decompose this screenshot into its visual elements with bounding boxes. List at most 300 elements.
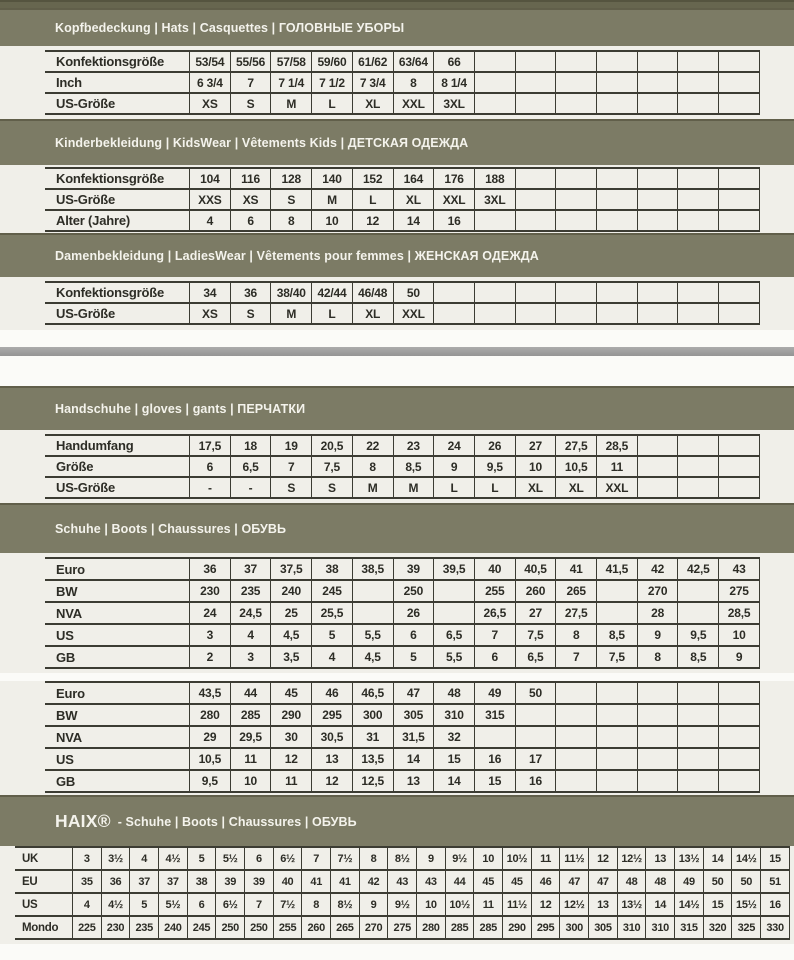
size-cell — [515, 704, 556, 726]
size-cell: 3XL — [474, 189, 515, 210]
size-table — [45, 167, 760, 232]
size-cell: 5½ — [216, 847, 245, 870]
size-cell: 4 — [73, 893, 102, 916]
size-cell: 5 — [312, 624, 353, 646]
size-cell: 6,5 — [515, 646, 556, 668]
size-cell: 13 — [393, 770, 434, 792]
size-cell: 25,5 — [312, 602, 353, 624]
size-cell — [434, 303, 475, 324]
size-cell: 300 — [352, 704, 393, 726]
size-cell — [474, 51, 515, 72]
size-cell: 26 — [393, 602, 434, 624]
size-cell — [515, 168, 556, 189]
section-title-hats: Kopfbedeckung | Hats | Casquettes | ГОЛОВНЫЕ УБОРЫ — [55, 21, 405, 35]
size-cell: 2 — [190, 646, 231, 668]
size-cell: 29 — [190, 726, 231, 748]
size-cell — [637, 282, 678, 303]
size-cell: 7 — [271, 456, 312, 477]
size-cell — [556, 748, 597, 770]
size-cell: 28,5 — [719, 602, 760, 624]
size-cell: 6,5 — [230, 456, 271, 477]
size-cell: M — [312, 189, 353, 210]
size-cell: 7½ — [273, 893, 302, 916]
size-cell — [719, 748, 760, 770]
size-cell: 30 — [271, 726, 312, 748]
size-cell: XL — [393, 189, 434, 210]
size-cell: XXS — [190, 189, 231, 210]
size-cell — [678, 168, 719, 189]
size-cell: 9½ — [388, 893, 417, 916]
size-cell — [556, 770, 597, 792]
size-cell: 43 — [388, 870, 417, 893]
size-cell: 13½ — [675, 847, 704, 870]
size-cell: 12 — [312, 770, 353, 792]
size-cell — [434, 282, 475, 303]
size-cell — [719, 682, 760, 704]
size-cell — [678, 282, 719, 303]
size-cell: 305 — [393, 704, 434, 726]
size-cell: 11 — [230, 748, 271, 770]
size-cell — [678, 682, 719, 704]
size-cell — [637, 477, 678, 498]
size-cell: 275 — [388, 916, 417, 939]
size-cell: 235 — [130, 916, 159, 939]
size-cell: 250 — [245, 916, 274, 939]
row-label: BW — [56, 707, 78, 723]
size-cell: 45 — [474, 870, 503, 893]
size-cell: 3 — [190, 624, 231, 646]
table-row — [45, 51, 760, 72]
size-cell — [597, 602, 638, 624]
size-cell: 13,5 — [352, 748, 393, 770]
size-cell: 24 — [190, 602, 231, 624]
size-cell: 38/40 — [271, 282, 312, 303]
section-haix — [0, 795, 794, 942]
size-cell: 10 — [474, 847, 503, 870]
size-cell: 250 — [216, 916, 245, 939]
size-cell — [556, 189, 597, 210]
size-cell: 8 — [556, 624, 597, 646]
size-cell: 36 — [101, 870, 130, 893]
size-cell: 30,5 — [312, 726, 353, 748]
size-cell: 8 — [271, 210, 312, 231]
size-cell — [637, 682, 678, 704]
size-cell: 17 — [515, 748, 556, 770]
size-cell: 8½ — [331, 893, 360, 916]
size-cell: 14 — [703, 847, 732, 870]
size-cell: 6 3/4 — [190, 72, 231, 93]
size-cell: - — [230, 477, 271, 498]
size-cell: 39 — [216, 870, 245, 893]
size-cell: 3XL — [434, 93, 475, 114]
size-cell: 9½ — [445, 847, 474, 870]
table-row — [45, 93, 760, 114]
section-header-shoes — [0, 503, 794, 553]
size-cell: 37 — [130, 870, 159, 893]
size-cell: 4½ — [101, 893, 130, 916]
size-cell: 4 — [130, 847, 159, 870]
row-label: US-Größe — [56, 192, 116, 207]
size-cell — [556, 210, 597, 231]
size-cell: 6,5 — [434, 624, 475, 646]
size-cell — [474, 93, 515, 114]
size-cell: 10 — [312, 210, 353, 231]
size-cell: XL — [556, 477, 597, 498]
size-cell — [719, 303, 760, 324]
section-title-gloves: Handschuhe | gloves | gants | ПЕРЧАТКИ — [55, 402, 306, 416]
size-cell — [597, 303, 638, 324]
size-cell — [597, 580, 638, 602]
size-cell: 6½ — [216, 893, 245, 916]
size-cell: 63/64 — [393, 51, 434, 72]
size-cell — [597, 72, 638, 93]
size-cell: 46 — [312, 682, 353, 704]
size-cell: S — [230, 93, 271, 114]
size-cell: 40 — [273, 870, 302, 893]
size-cell: 13½ — [617, 893, 646, 916]
size-cell — [678, 93, 719, 114]
size-cell — [597, 704, 638, 726]
size-cell: - — [190, 477, 231, 498]
size-cell — [637, 456, 678, 477]
table-row — [45, 72, 760, 93]
size-cell: 9 — [637, 624, 678, 646]
size-cell: 47 — [560, 870, 589, 893]
size-cell: 4 — [230, 624, 271, 646]
size-cell: 5 — [130, 893, 159, 916]
size-cell: 31,5 — [393, 726, 434, 748]
size-cell: 16 — [515, 770, 556, 792]
section-kids — [0, 119, 794, 233]
size-cell: 42/44 — [312, 282, 353, 303]
size-cell: 7 — [556, 646, 597, 668]
size-cell: 265 — [556, 580, 597, 602]
size-cell: 41,5 — [597, 558, 638, 580]
size-cell: 8,5 — [597, 624, 638, 646]
row-label: Inch — [56, 75, 82, 90]
size-cell: 10½ — [503, 847, 532, 870]
size-cell: 9,5 — [678, 624, 719, 646]
row-label: NVA — [56, 729, 82, 745]
size-cell: 41 — [302, 870, 331, 893]
size-cell: 50 — [703, 870, 732, 893]
size-cell: 27,5 — [556, 435, 597, 456]
size-cell: 4,5 — [352, 646, 393, 668]
size-cell — [597, 93, 638, 114]
table-row — [15, 847, 790, 870]
size-cell: 27 — [515, 435, 556, 456]
size-cell — [637, 303, 678, 324]
size-cell: 7 1/2 — [312, 72, 353, 93]
size-cell: 3½ — [101, 847, 130, 870]
size-cell: 10 — [719, 624, 760, 646]
size-cell: 245 — [187, 916, 216, 939]
size-cell: 55/56 — [230, 51, 271, 72]
row-label: US-Größe — [56, 480, 116, 495]
table-row — [45, 303, 760, 324]
size-cell: 12½ — [617, 847, 646, 870]
size-cell: 270 — [359, 916, 388, 939]
size-cell: 140 — [312, 168, 353, 189]
row-label: Handumfang — [56, 438, 134, 453]
size-cell: 295 — [312, 704, 353, 726]
size-cell: 9 — [359, 893, 388, 916]
size-cell — [474, 72, 515, 93]
size-cell — [637, 210, 678, 231]
size-cell — [515, 51, 556, 72]
size-cell: 230 — [101, 916, 130, 939]
section-title-shoes: Schuhe | Boots | Chaussures | ОБУВЬ — [55, 522, 287, 536]
size-cell — [515, 210, 556, 231]
table-row — [45, 189, 760, 210]
size-cell: M — [271, 303, 312, 324]
size-cell: XL — [515, 477, 556, 498]
size-cell: 9,5 — [474, 456, 515, 477]
size-cell: 50 — [393, 282, 434, 303]
section-ladies — [0, 233, 794, 330]
size-cell: 6 — [474, 646, 515, 668]
size-cell: 104 — [190, 168, 231, 189]
size-cell: 24 — [434, 435, 475, 456]
size-cell: 8 — [352, 456, 393, 477]
table-row — [15, 870, 790, 893]
size-cell: L — [474, 477, 515, 498]
spacer — [0, 330, 794, 347]
size-cell: 45 — [503, 870, 532, 893]
size-cell: 310 — [434, 704, 475, 726]
size-cell: 3 — [73, 847, 102, 870]
size-cell: 285 — [445, 916, 474, 939]
size-cell: 6 — [393, 624, 434, 646]
size-cell: 49 — [675, 870, 704, 893]
size-cell: 42 — [359, 870, 388, 893]
size-cell: 16 — [434, 210, 475, 231]
size-cell — [678, 210, 719, 231]
size-cell: 48 — [646, 870, 675, 893]
size-cell — [678, 602, 719, 624]
table-row — [45, 624, 760, 646]
size-cell: 11 — [474, 893, 503, 916]
size-cell: 188 — [474, 168, 515, 189]
size-cell: 10½ — [445, 893, 474, 916]
size-cell: 176 — [434, 168, 475, 189]
size-cell: 43,5 — [190, 682, 231, 704]
row-label: US — [56, 627, 74, 643]
size-cell: 46/48 — [352, 282, 393, 303]
size-cell: 240 — [271, 580, 312, 602]
table-row — [45, 435, 760, 456]
row-label: US-Größe — [56, 96, 116, 111]
size-cell: M — [393, 477, 434, 498]
size-cell — [597, 726, 638, 748]
row-label: Euro — [56, 685, 85, 701]
size-cell: XXL — [393, 303, 434, 324]
row-label: Konfektionsgröße — [56, 171, 165, 186]
size-cell: 9 — [417, 847, 446, 870]
size-cell — [637, 168, 678, 189]
size-cell: 28 — [637, 602, 678, 624]
size-cell: 18 — [230, 435, 271, 456]
size-cell: 7,5 — [597, 646, 638, 668]
size-cell: 116 — [230, 168, 271, 189]
size-cell: 25 — [271, 602, 312, 624]
size-cell: 9 — [719, 646, 760, 668]
size-cell: M — [352, 477, 393, 498]
size-cell: 14½ — [675, 893, 704, 916]
size-cell — [637, 72, 678, 93]
size-cell — [474, 726, 515, 748]
size-cell: 290 — [503, 916, 532, 939]
size-cell: 42 — [637, 558, 678, 580]
section-shoes — [0, 503, 794, 795]
size-cell: XL — [352, 303, 393, 324]
size-cell — [637, 51, 678, 72]
size-cell: 43 — [417, 870, 446, 893]
size-cell: S — [271, 189, 312, 210]
size-cell: 255 — [273, 916, 302, 939]
size-cell — [352, 602, 393, 624]
size-cell: 7 1/4 — [271, 72, 312, 93]
size-cell: 17,5 — [190, 435, 231, 456]
size-cell: M — [271, 93, 312, 114]
size-cell: L — [434, 477, 475, 498]
size-cell: 6 — [190, 456, 231, 477]
size-cell — [637, 726, 678, 748]
size-cell: 12 — [352, 210, 393, 231]
size-cell — [678, 435, 719, 456]
size-cell — [719, 189, 760, 210]
size-cell: 15 — [703, 893, 732, 916]
size-cell: 44 — [445, 870, 474, 893]
section-header-gloves — [0, 386, 794, 430]
size-cell: 16 — [474, 748, 515, 770]
size-cell: 57/58 — [271, 51, 312, 72]
row-label: Euro — [56, 561, 85, 577]
row-label: BW — [56, 583, 78, 599]
size-cell — [678, 477, 719, 498]
size-cell: 8 1/4 — [434, 72, 475, 93]
section-title-kids: Kinderbekleidung | KidsWear | Vêtements Kids | ДЕТСКАЯ ОДЕЖДА — [55, 136, 469, 150]
size-cell — [678, 580, 719, 602]
size-table — [45, 434, 760, 499]
size-cell: 310 — [617, 916, 646, 939]
size-cell: 270 — [637, 580, 678, 602]
size-cell: 320 — [703, 916, 732, 939]
row-label: NVA — [56, 605, 82, 621]
size-cell: 11½ — [503, 893, 532, 916]
size-cell — [719, 51, 760, 72]
size-cell: 12,5 — [352, 770, 393, 792]
size-cell: 275 — [719, 580, 760, 602]
size-cell: 12 — [531, 893, 560, 916]
size-cell — [678, 51, 719, 72]
size-cell: 47 — [589, 870, 618, 893]
size-cell: 41 — [331, 870, 360, 893]
size-cell: 5½ — [159, 893, 188, 916]
size-cell — [719, 168, 760, 189]
size-cell: 34 — [190, 282, 231, 303]
size-cell — [678, 72, 719, 93]
size-cell: 8 — [302, 893, 331, 916]
size-cell — [637, 435, 678, 456]
row-label: Mondo — [22, 921, 59, 934]
size-cell — [515, 282, 556, 303]
table-row — [45, 477, 760, 498]
hats-size-table — [0, 46, 794, 119]
size-cell: L — [312, 93, 353, 114]
table-row — [45, 726, 760, 748]
size-cell — [637, 748, 678, 770]
size-cell — [637, 704, 678, 726]
size-cell: 36 — [230, 282, 271, 303]
size-cell — [719, 477, 760, 498]
ladies-size-table — [0, 277, 794, 330]
size-cell — [678, 189, 719, 210]
size-cell: 4 — [312, 646, 353, 668]
size-cell: 15 — [474, 770, 515, 792]
size-cell: S — [312, 477, 353, 498]
size-cell: 280 — [417, 916, 446, 939]
size-cell: 7 — [245, 893, 274, 916]
size-cell: 15 — [761, 847, 790, 870]
size-cell — [597, 282, 638, 303]
size-cell: 37,5 — [271, 558, 312, 580]
section-title-ladies: Damenbekleidung | LadiesWear | Vêtements pour femmes | ЖЕНСКАЯ ОДЕЖДА — [55, 249, 539, 263]
row-label: UK — [22, 852, 39, 865]
size-cell — [719, 72, 760, 93]
size-cell — [637, 770, 678, 792]
size-cell — [719, 210, 760, 231]
size-cell: 44 — [230, 682, 271, 704]
size-cell: 280 — [190, 704, 231, 726]
row-label: GB — [56, 773, 76, 789]
size-cell: 8½ — [388, 847, 417, 870]
size-cell — [556, 168, 597, 189]
size-cell: 330 — [761, 916, 790, 939]
size-cell — [719, 704, 760, 726]
size-cell — [597, 682, 638, 704]
size-cell: 315 — [474, 704, 515, 726]
size-cell: 38 — [312, 558, 353, 580]
row-label: Konfektionsgröße — [56, 285, 165, 300]
size-cell: 152 — [352, 168, 393, 189]
size-cell: 14 — [393, 210, 434, 231]
size-cell: 50 — [515, 682, 556, 704]
size-cell: 11 — [271, 770, 312, 792]
size-cell: 6½ — [273, 847, 302, 870]
size-cell: 7,5 — [312, 456, 353, 477]
table-row — [15, 916, 790, 939]
size-cell: 8,5 — [393, 456, 434, 477]
size-cell: 315 — [675, 916, 704, 939]
size-table — [45, 557, 760, 669]
table-row — [45, 682, 760, 704]
size-cell: 290 — [271, 704, 312, 726]
row-label: US-Größe — [56, 306, 116, 321]
size-cell: 20,5 — [312, 435, 353, 456]
row-label: US — [56, 751, 74, 767]
size-cell: 26 — [474, 435, 515, 456]
size-cell: 27,5 — [556, 602, 597, 624]
table-row — [45, 646, 760, 668]
size-cell: 285 — [474, 916, 503, 939]
size-cell — [556, 726, 597, 748]
size-cell — [515, 189, 556, 210]
size-cell — [597, 770, 638, 792]
size-cell: 50 — [732, 870, 761, 893]
size-cell — [637, 93, 678, 114]
table-row — [15, 893, 790, 916]
